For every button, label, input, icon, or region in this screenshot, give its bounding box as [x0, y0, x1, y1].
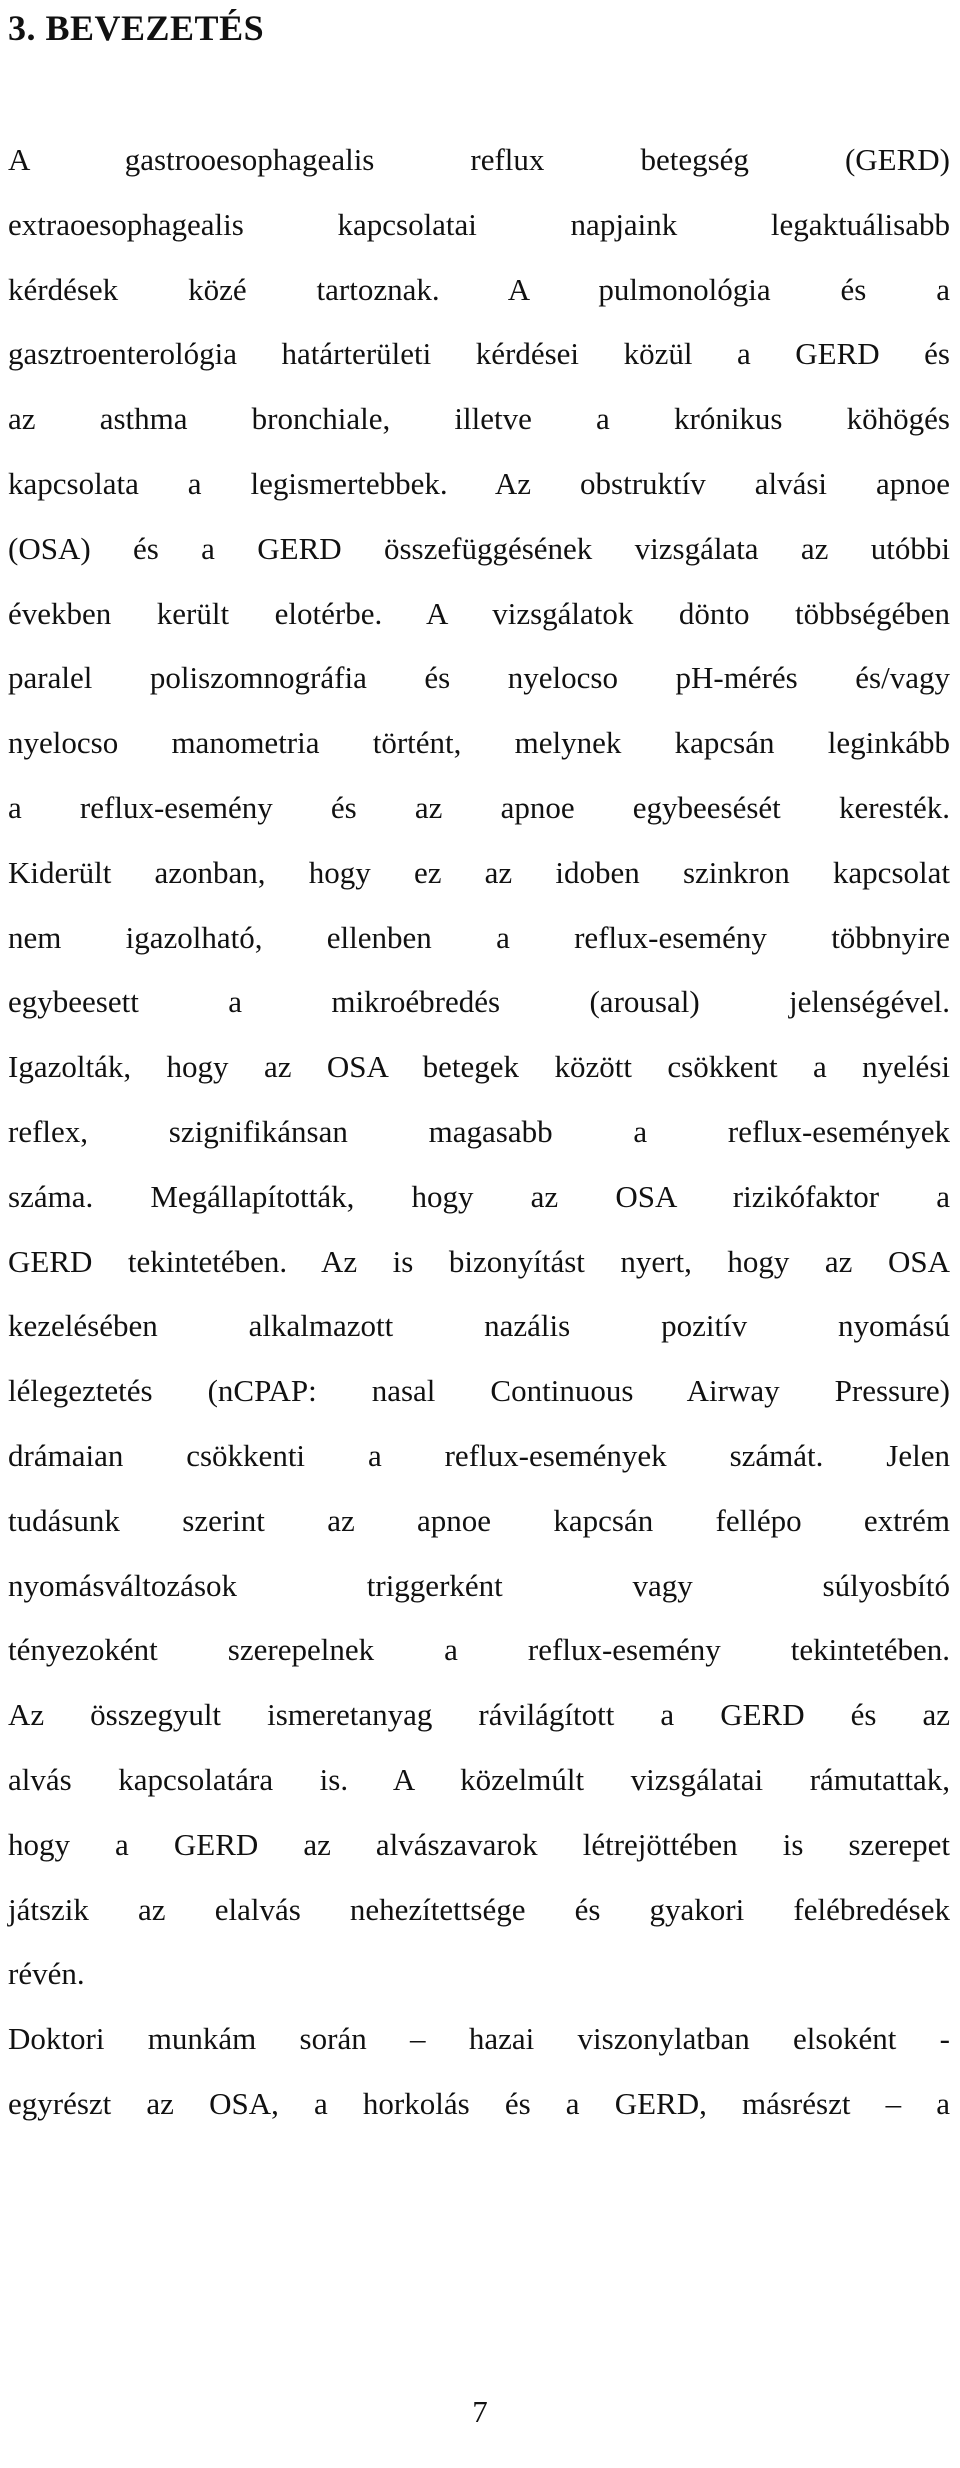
text-line: Az összegyult ismeretanyag rávilágított a GERD és az [8, 1697, 950, 1733]
text-line: egyrészt az OSA, a horkolás és a GERD, másrészt – a [8, 2085, 950, 2121]
text-line: tényezoként szerepelnek a reflux-esemény tekintetében. [8, 1632, 950, 1668]
section-heading: 3. BEVEZETÉS [8, 8, 265, 48]
text-line: években került elotérbe. A vizsgálatok dönto többségében [8, 595, 950, 631]
text-line: drámaian csökkenti a reflux-események számát. Jelen [8, 1437, 950, 1473]
text-line: az asthma bronchiale, illetve a krónikus köhögés [8, 401, 950, 437]
body-paragraphs [8, 128, 950, 2137]
text-line: gasztroenterológia határterületi kérdései közül a GERD és [8, 336, 950, 372]
text-line: GERD tekintetében. Az is bizonyítást nyert, hogy az OSA [8, 1243, 950, 1279]
text-line: révén. [8, 1956, 85, 1992]
text-line: a reflux-esemény és az apnoe egybeesését keresték. [8, 789, 950, 825]
text-line: kérdések közé tartoznak. A pulmonológia és a [8, 271, 950, 307]
text-line: lélegeztetés (nCPAP: nasal Continuous Airway Pressure) [8, 1373, 950, 1409]
text-line: extraoesophagealis kapcsolatai napjaink legaktuálisabb [8, 206, 950, 242]
text-line: kezelésében alkalmazott nazális pozitív nyomású [8, 1308, 950, 1344]
text-line: Igazolták, hogy az OSA betegek között csökkent a nyelési [8, 1049, 950, 1085]
text-line: nyelocso manometria történt, melynek kapcsán leginkább [8, 725, 950, 761]
text-line: Kiderült azonban, hogy ez az idoben szinkron kapcsolat [8, 854, 950, 890]
text-line: (OSA) és a GERD összefüggésének vizsgálata az utóbbi [8, 530, 950, 566]
text-line: játszik az elalvás nehezítettsége és gyakori felébredések [8, 1891, 950, 1927]
text-line: alvás kapcsolatára is. A közelmúlt vizsgálatai rámutattak, [8, 1761, 950, 1797]
text-line: Doktori munkám során – hazai viszonylatban elsoként - [8, 2021, 950, 2057]
text-line: száma. Megállapították, hogy az OSA rizikófaktor a [8, 1178, 950, 1214]
text-line: A gastrooesophagealis reflux betegség (GERD) [8, 142, 950, 177]
text-line: nyomásváltozások triggerként vagy súlyosbító [8, 1567, 950, 1603]
text-line: tudásunk szerint az apnoe kapcsán fellépo extrém [8, 1502, 950, 1538]
text-line: egybeesett a mikroébredés (arousal) jelenségével. [8, 984, 950, 1020]
text-line: nem igazolható, ellenben a reflux-esemény többnyire [8, 919, 950, 955]
text-line: reflex, szignifikánsan magasabb a reflux-események [8, 1113, 950, 1149]
text-line: hogy a GERD az alvászavarok létrejöttében is szerepet [8, 1826, 950, 1862]
text-line: kapcsolata a legismertebbek. Az obstruktív alvási apnoe [8, 465, 950, 501]
page-number: 7 [472, 2394, 488, 2429]
text-line: paralel poliszomnográfia és nyelocso pH-mérés és/vagy [8, 660, 950, 696]
